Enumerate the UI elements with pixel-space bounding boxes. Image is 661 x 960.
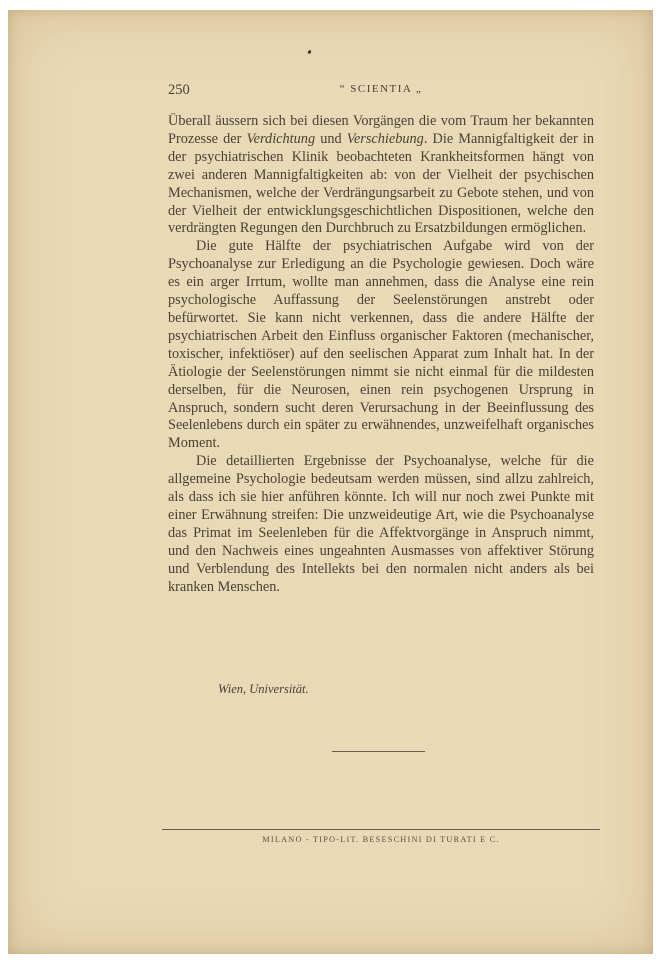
term-verdichtung: Verdichtung [246, 130, 316, 147]
page-header [168, 70, 594, 98]
page-number: 250 [168, 82, 190, 98]
signoff-location: Wien, Universität. [218, 682, 309, 696]
paragraph-3: Die detaillierten Ergebnisse der Psychoanalyse, welche für die allgemeine Psychologie bedeutsam werden müssen, sind allzu zahlreich, als dass ich sie hier anführen könnte. Ich will nur noch zwei Punkte mit einer Erwähnung streifen: Die unzweideutige Art, wie die Psychoanalyse das Primat im Seelenleben für die Affektvorgänge in Anspruch nimmt, und den Nachweis eines ungeahnten Ausmasses von affektiver Störung und Verblendung des Intellekts bei den normalen nicht anders als bei kranken Menschen. [168, 453, 594, 595]
ink-speck [307, 50, 312, 55]
paragraph-1-text-c: . Die Mannigfaltigkeit der in der psychiatrischen Klinik beobachteten Krankheitsformen hängt von zwei anderen Mannigfaltigkeiten ab: von der Vielheit der psychischen Mechanismen, welche der Verdrängungsarbeit zu Gebote stehen, und von der Vielheit der entwicklungsgeschichtlichen Dispositionen, welche den verdrängten Regungen den Durchbruch zu Ersatzbildungen ermöglichen. [168, 130, 594, 237]
body-text [168, 113, 594, 596]
scanned-page [8, 10, 653, 954]
running-head: “ SCIENTIA „ [339, 83, 423, 95]
paragraph-1 [168, 113, 594, 238]
paragraph-2: Die gute Hälfte der psychiatrischen Aufgabe wird von der Psychoanalyse zur Erledigung an die Psychologie gewiesen. Doch wäre es ein arger Irrtum, wollte man annehmen, dass die Analyse eine rein psychologische Auffassung der Seelenstörungen anstrebt oder befürwortet. Sie kann nicht verkennen, dass die andere Hälfte der psychiatrischen Arbeit den Einfluss organischer Faktoren (mechanischer, toxischer, infektiöser) auf den seelischen Apparat zum Inhalt hat. In der Ätiologie der Seelenstörungen nimmt sie nicht einmal für die mildesten derselben, für die Neurosen, einen rein psychogenen Ursprung in Anspruch, sondern sucht deren Verursachung in der Beeinflussung des Seelenlebens durch ein später zu erwähnendes, unzweifelhaft organisches Moment. [168, 238, 594, 452]
paragraph-1-text-b: und [315, 130, 347, 147]
term-verschiebung: Verschiebung [346, 130, 424, 147]
footer-rule [162, 829, 600, 830]
paragraph-1-text-a: Überall äussern sich bei diesen Vorgängen die vom Traum her bekannten Prozesse der [168, 113, 594, 147]
printer-imprint: MILANO - TIPO-LIT. BESESCHINI DI TURATI E C. [262, 835, 500, 844]
end-rule [332, 751, 425, 752]
page-body [168, 70, 594, 844]
